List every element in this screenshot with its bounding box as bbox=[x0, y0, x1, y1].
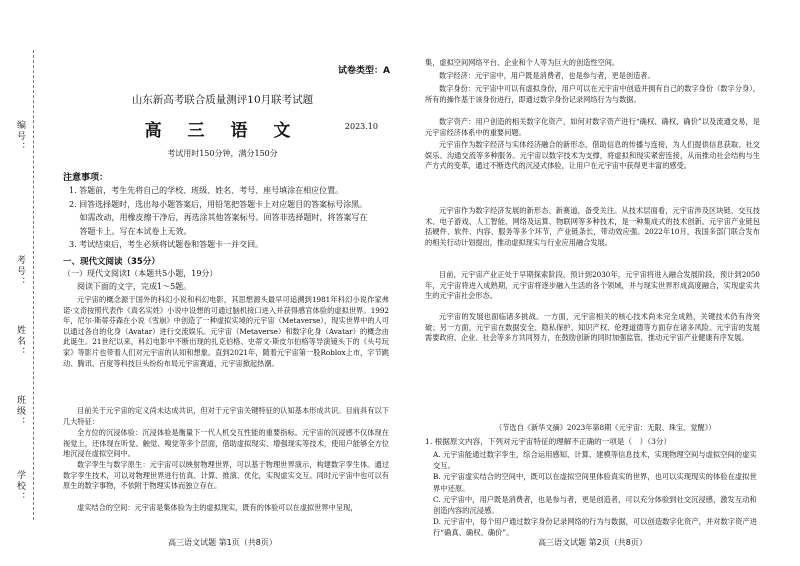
passage-paragraph: 数字孪生与数字原生：元宇宙可以映射物理世界，可以基于物理世界演示，构建数字孪生体。通过数字孪生技术，可以对物理世界进行仿真、计算、推演、优化，实现虚实交互。同时元宇宙中也可以有原生的数字事物，不依附于物理实体而独立存在。 bbox=[63, 460, 389, 491]
note-item: 2. 回答选择题时，选出每小题答案后，用铅笔把答题卡上对应题目的答案标号涂黑。 bbox=[69, 199, 368, 209]
subsection-heading: （一）现代文阅读Ⅰ（本题共5小题，19分） bbox=[63, 269, 218, 278]
passage-paragraph: 元宇宙的发展也面临诸多挑战。一方面，元宇宙相关的核心技术尚未完全成熟，关键技术仍有待突破；另一方面，元宇宙在数据安全、隐私保护、知识产权、伦理道德等方面存在诸多风险。元宇宙的发展需要政府、企业、社会等多方共同努力，在鼓励创新的同时加强监管，推动元宇宙产业健康有序发展。 bbox=[425, 312, 760, 343]
time-score: 考试用时150分钟，满分150分 bbox=[167, 149, 278, 158]
option-d: D. 元宇宙中，每个用户通过数字身份记录网络的行为与数据，可以创造数字化资产，并对数字资产进行“确真、确权、确价”。 bbox=[433, 517, 757, 538]
notes-list bbox=[69, 184, 389, 252]
binding-label-class: 班级： bbox=[15, 395, 25, 428]
passage-paragraph: 数字身份：元宇宙中可以有虚拟身份，用户可以在元宇宙中创造并拥有自己的数字身份（数字分身），所有的操作基于该身份进行，即通过数字身份记录网络行为与数据。 bbox=[425, 84, 760, 104]
passage-paragraph: 虚实结合的空间：元宇宙是集体验为主的虚拟现实，既有的体验可以在虚拟世界中呈现， bbox=[77, 503, 358, 512]
passage-paragraph: 数字经济：元宇宙中，用户既是消费者，也是参与者，更是创造者。 bbox=[439, 71, 655, 80]
passage-paragraph: 元宇宙作为数字经济发展的新形态、新赛道，备受关注。从技术层面看，元宇宙涉及区块链、交互技术、电子游戏、人工智能、网络及运算、物联网等多种技术，是一种集成式的技术创新。元宇宙产业链包括硬件、软件、内容、服务等多个环节，产业链条长，带动效应强。2022年10月，我国多部门联合发布的相关行动计划提出，推动虚拟现实与行业应用融合发展。 bbox=[425, 206, 760, 247]
page-footer-left: 高三语文试题 第1页（共8页） bbox=[168, 538, 277, 547]
source-citation: （节选自《新华文摘》2023年第8期《元宇宙：无限、珠宝、觉醒》） bbox=[495, 423, 716, 432]
question-1-options bbox=[433, 449, 758, 539]
option-a: A. 元宇宙能通过数字孪生，综合运用感知、计算、建模等信息技术，实现物理空间与虚拟空间的虚实交互。 bbox=[433, 450, 757, 471]
section-heading: 一、现代文阅读（35分） bbox=[63, 257, 160, 267]
passage-paragraph: 数字资产：用户创造的相关数字化资产，如何对数字资产进行“确权、确权、确价”以及流通交易，是元宇宙经济体系中的重要问题。 bbox=[425, 117, 760, 137]
note-item: 1. 答题前，考生先将自己的学校、班级、姓名、考号、座号填涂在相应位置。 bbox=[69, 186, 344, 195]
exam-date: 2023.10 bbox=[344, 122, 378, 131]
binding-label-exam-id: 考号： bbox=[15, 255, 25, 288]
binding-label-number: 编号： bbox=[15, 120, 25, 153]
binding-cut-line bbox=[33, 50, 34, 520]
note-item: 3. 考试结束后，考生必须将试题卷和答题卡一并交回。 bbox=[69, 240, 264, 249]
passage-paragraph: 目前，元宇宙产业正处于早期探索阶段，预计到2030年，元宇宙将进入融合发展阶段，预计到2050年，元宇宙将进入成熟期，元宇宙将逐步融入生活的各个领域，并与现实世界形成高度融合，实现虚实共生的元宇宙社会形态。 bbox=[425, 270, 760, 301]
paper-type: 试卷类型：A bbox=[338, 66, 390, 76]
passage-paragraph: 全方位的沉浸体验：沉浸体验是衡量下一代人机交互性能的重要指标。元宇宙的沉浸感不仅体现在视觉上，还体现在听觉、触觉、嗅觉等多个层面，借助虚拟现实、增强现实等技术，使用户能够全方位地沉浸在虚拟空间中。 bbox=[63, 428, 389, 459]
notes-title: 注意事项： bbox=[63, 173, 109, 183]
passage-paragraph: 目前关于元宇宙的定义尚未达成共识，但对于元宇宙关键特征的认知基本形成共识。目前具有以下几大特征： bbox=[63, 406, 389, 426]
reading-instruction: 阅读下面的文字，完成1～5题。 bbox=[77, 282, 192, 291]
exam-title: 山东新高考联合质量测评10月联考试题 bbox=[131, 94, 314, 106]
page-footer-right: 高三语文试题 第2页（共8页） bbox=[538, 538, 647, 547]
option-c: C. 元宇宙中，用户既是消费者，也是参与者，更是创造者，可以充分体验到社交沉浸感，激发互动和创造内容的沉浸感。 bbox=[433, 494, 757, 516]
note-item: 答题卡上。写在本试卷上无效。 bbox=[69, 226, 192, 236]
binding-label-name: 姓名： bbox=[15, 325, 25, 358]
option-b: B. 元宇宙虚实结合的空间中，既可以在虚拟空间里体验真实的世界，也可以实现现实的体验在虚拟世界中还原。 bbox=[433, 472, 757, 493]
binding-label-school: 学校： bbox=[15, 470, 25, 503]
passage-paragraph: 元宇宙的概念源于国外的科幻小说和科幻电影，其思想源头最早可追溯到1981年科幻小说作家弗诺·文奇按照代表作《真名实姓》小说中设想的可通过脑机接口进入并获得感官体验的虚拟世界。1992年，尼尔·斯蒂芬森在小说《雪崩》中创造了一种虚拟实境的元宇宙（Metaverse），现实世界中的人可以通过各自的化身（Avatar）进行交流娱乐。元宇宙（Metaverse）和数字化身（Avatar）的概念由此诞生。21世纪以来，科幻电影中不断出现的扎克伯格、史蒂文·斯皮尔伯格等导演镜头下的《头号玩家》等影片也带着人们对元宇宙的认知和想象。直到2021年，随着元宇宙第一股Roblox上市，字节跳动、腾讯、百度等科技巨头纷纷布局元宇宙赛道，元宇宙掀起热潮。 bbox=[63, 295, 389, 368]
subject-row bbox=[55, 116, 390, 141]
passage-paragraph: 集，虚拟空间网络平台、企业和个人等为巨大的创造性空间。 bbox=[425, 58, 620, 67]
binding-margin bbox=[0, 0, 40, 566]
question-1-stem: 1. 根据原文内容，下列对元宇宙特征的理解不正确的一项是（ ）（3分） bbox=[425, 437, 672, 446]
subject-title: 高 三 语 文 bbox=[144, 121, 301, 141]
passage-paragraph: 元宇宙作为数字经济与实体经济融合的新形态，借助信息的传播与连接，为人们提供信息获取、社交娱乐、沟通交流等多种服务。元宇宙以数字技术为支撑，将虚拟和现实紧密连接，从而推动社会结构与生产方式的变革，通过不断迭代的沉浸式体验，让用户在元宇宙中获得更丰富的感受。 bbox=[425, 140, 760, 171]
note-item: 如需改动，用橡皮擦干净后，再选涂其他答案标号。回答非选择题时，将答案写在 bbox=[69, 213, 368, 222]
